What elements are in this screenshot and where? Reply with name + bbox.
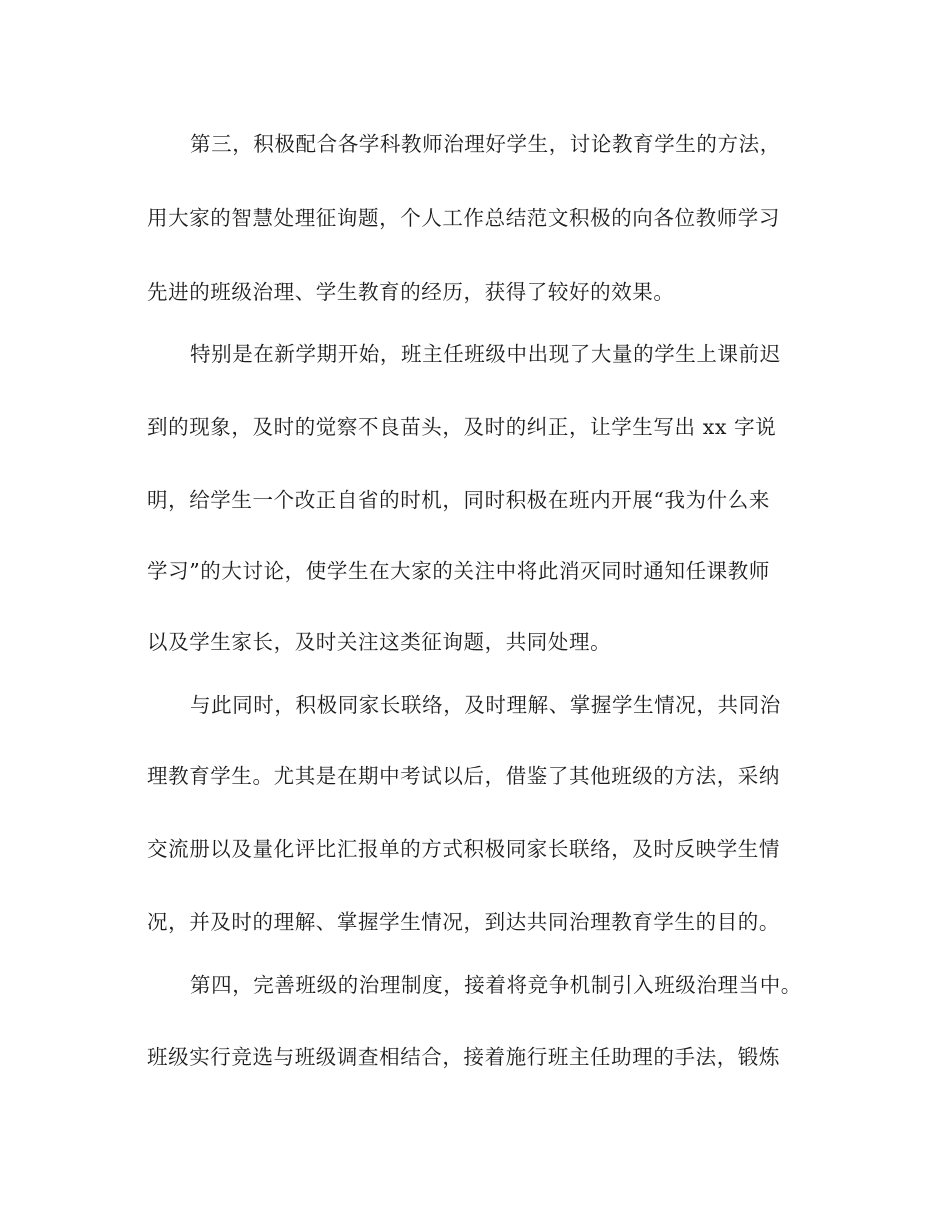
paragraph-line: 第四，完善班级的治理制度，接着将竞争机制引入班级治理当中。 bbox=[190, 973, 802, 997]
paragraph-line: 以及学生家长，及时关注这类征询题，共同处理。 bbox=[147, 630, 612, 654]
paragraph-line: 与此同时，积极同家长联络，及时理解、掌握学生情况，共同治 bbox=[190, 693, 781, 717]
paragraph-line: 用大家的智慧处理征询题，个人工作总结范文积极的向各位教师学习 bbox=[147, 206, 780, 230]
paragraph-line: 况，并及时的理解、掌握学生情况，到达共同治理教育学生的目的。 bbox=[147, 910, 780, 934]
paragraph-line: 先进的班级治理、学生教育的经历，获得了较好的效果。 bbox=[147, 280, 675, 304]
paragraph-line: 到的现象，及时的觉察不良苗头，及时的纠正，让学生写出 xx 字说 bbox=[147, 415, 777, 439]
paragraph-line: 班级实行竞选与班级调查相结合，接着施行班主任助理的手法，锻炼 bbox=[147, 1045, 780, 1069]
paragraph-line: 交流册以及量化评比汇报单的方式积极同家长联络，及时反映学生情 bbox=[147, 837, 780, 861]
paragraph-line: 特别是在新学期开始，班主任班级中出现了大量的学生上课前迟 bbox=[190, 342, 781, 366]
paragraph-line: 学习”的大讨论，使学生在大家的关注中将此消灭同时通知任课教师 bbox=[147, 559, 770, 583]
paragraph-line: 明，给学生一个改正自省的时机，同时积极在班内开展“我为什么来 bbox=[147, 488, 770, 512]
paragraph-line: 第三，积极配合各学科教师治理好学生，讨论教育学生的方法， bbox=[190, 132, 781, 156]
paragraph-line: 理教育学生。尤其是在期中考试以后，借鉴了其他班级的方法，采纳 bbox=[147, 764, 780, 788]
